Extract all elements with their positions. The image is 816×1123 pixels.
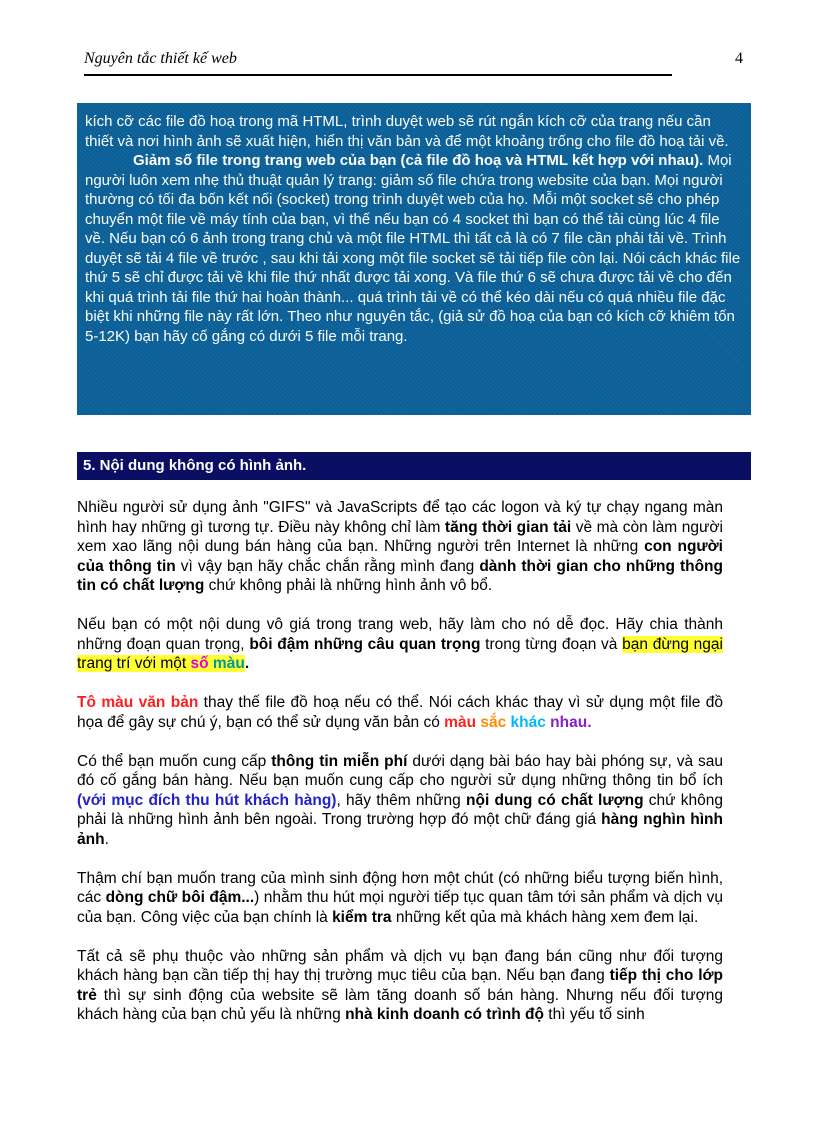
box-paragraph-2-bold: Giảm số file trong trang web của bạn (cả file đồ hoạ và HTML kết hợp với nhau). [133, 152, 704, 169]
section-heading: 5. Nội dung không có hình ảnh. [77, 452, 751, 480]
header-rule [84, 74, 672, 76]
highlighted-text-box [77, 103, 751, 415]
bold-text: tiếp thị cho lớp trẻ [77, 967, 724, 1004]
colored-word: số [190, 655, 209, 672]
text: vì vậy bạn hãy chắc chắn rằng mình đang [175, 557, 480, 575]
text: Thậm chí bạn muốn trang của mình sinh động hơn một chút (có những biểu tượng biến hình, các [77, 869, 723, 906]
bold-text: con người của thông tin [77, 538, 723, 575]
bold-text: thông tin miễn phí [271, 752, 408, 770]
bold-text: bôi đậm những câu quan trọng [249, 635, 481, 653]
text: thì sự sinh động của website sẽ làm tăng doanh số bán hàng. Nhưng nếu đối tượng khách hàng của bạn chủ yếu là những [77, 986, 723, 1023]
text: Có thể bạn muốn cung cấp [77, 752, 272, 770]
colored-word: màu [444, 713, 477, 731]
text: thì yếu tố sinh [543, 1006, 645, 1023]
paragraph-2 [77, 615, 723, 674]
paragraph-4 [77, 752, 723, 850]
paragraph-1 [77, 498, 723, 596]
text: bạn đừng ngại trang trí với một [77, 635, 723, 672]
text: thay thế file đồ hoạ nếu có thể. Nói cách khác thay vì sử dụng một file đồ họa để gây sự chú ý, bạn có thể sử dụng văn bản có [77, 694, 723, 731]
text: . [244, 655, 250, 672]
bold-text: hàng nghìn hình ảnh [77, 811, 723, 848]
bold-text: dòng chữ bôi đậm... [105, 889, 255, 906]
text: Tất cả sẽ phụ thuộc vào những sản phẩm và dịch vụ bạn đang bán cũng như đối tượng khách hàng bạn cần tiếp thị hay thị trường mục tiêu của bạn. Nếu bạn đang [77, 947, 723, 984]
colored-word: màu [208, 655, 245, 672]
text: trong từng đoạn và [480, 635, 623, 653]
body-content [77, 498, 723, 1044]
bold-text: nhà kinh doanh có trình độ [345, 1006, 544, 1023]
header-title: Nguyên tắc thiết kế web [84, 50, 237, 67]
box-paragraph-2 [85, 151, 743, 346]
text: , hãy thêm những [336, 791, 467, 809]
text: về mà còn làm người xem xao lãng nội dung bán hàng của bạn. Những người trên Internet là những [77, 518, 723, 555]
bold-text: kiểm tra [332, 908, 392, 926]
text: những kết qủa mà khách hàng xem đem lại. [391, 908, 699, 926]
bold-text: tăng thời gian tải [444, 518, 572, 536]
text: . [104, 830, 109, 848]
colored-word: khác [506, 713, 546, 731]
paragraph-5 [77, 869, 723, 928]
text: Nhiều người sử dụng ảnh "GIFS" và JavaScripts để tạo các logon và ký tự chạy ngang màn hình hay những gì tương tự. Điều này không chỉ làm [77, 499, 723, 536]
text: chứ không phải là những hình ảnh bên ngoài. Trong trường hợp đó một chữ đáng giá [77, 791, 724, 828]
text: chứ không phải là những hình ảnh vô bổ. [204, 577, 493, 594]
colored-word: nhau. [545, 713, 592, 731]
blue-bold-text: (với mục đích thu hút khách hàng) [77, 791, 337, 809]
text: dưới dạng bài báo hay bài phóng sự, và sau đó cố gắng bán hàng. Nếu bạn muốn cung cấp cho người sử dụng những thông tin bổ ích [77, 752, 723, 789]
bold-text: dành thời gian cho những thông tin có chất lượng [77, 557, 723, 594]
red-bold-text: Tô màu văn bản [77, 694, 199, 711]
bold-text: nội dung có chất lượng [466, 791, 644, 809]
paragraph-3 [77, 693, 723, 732]
text: ) nhằm thu hút mọi người tiếp tục quan tâm tới sản phẩm và dịch vụ của bạn. Công việc của bạn chính là [77, 889, 723, 926]
page-number: 4 [735, 50, 743, 67]
text: Nếu bạn có một nội dung vô giá trong trang web, hãy làm cho nó dễ đọc. Hãy chia thành những đoạn quan trọng, [77, 616, 723, 653]
paragraph-6 [77, 947, 723, 1025]
box-paragraph-2-text: Mọi người luôn xem nhẹ thủ thuật quản lý trang: giảm số file chứa trong website của bạn. Mọi người thường có tối đa bốn kết nối (socket) trong trình duyệt web của họ. Mỗi một socket sẽ cho phép chuyển một file về máy tính của bạn, vì thế nếu bạn có 4 socket thì bạn có thể tải cùng lúc 4 file về. Nếu bạn có 6 ảnh trong trang chủ và một file HTML thì tất cả là có 7 file cần phải tải về. Trình duyệt sẽ tải 4 file về trước , sau khi tải xong một file socket sẽ tải tiếp file còn lại. Nói cách khác file thứ 5 sẽ chỉ được tải về khi file thứ nhất được tải xong. Và file thứ 6 sẽ chưa được tải về cho đến khi quá trình tải file thứ hai hoàn thành... quá trình tải về có thể kéo dài nếu có quá nhiều file đặc biệt khi những file này rất lớn. Theo như nguyên tắc, (giả sử đồ hoạ của bạn có kích cỡ khiêm tốn 5-12K) bạn hãy cố gắng có dưới 5 file mỗi trang. [85, 152, 741, 345]
colored-word: sắc [476, 713, 507, 731]
box-paragraph-1: kích cỡ các file đồ hoạ trong mã HTML, trình duyệt web sẽ rút ngắn kích cỡ của trang nếu cần thiết và nơi hình ảnh sẽ xuất hiện, hiển thị văn bản và để một khoảng trống cho file đồ hoạ tải về. [85, 113, 729, 150]
